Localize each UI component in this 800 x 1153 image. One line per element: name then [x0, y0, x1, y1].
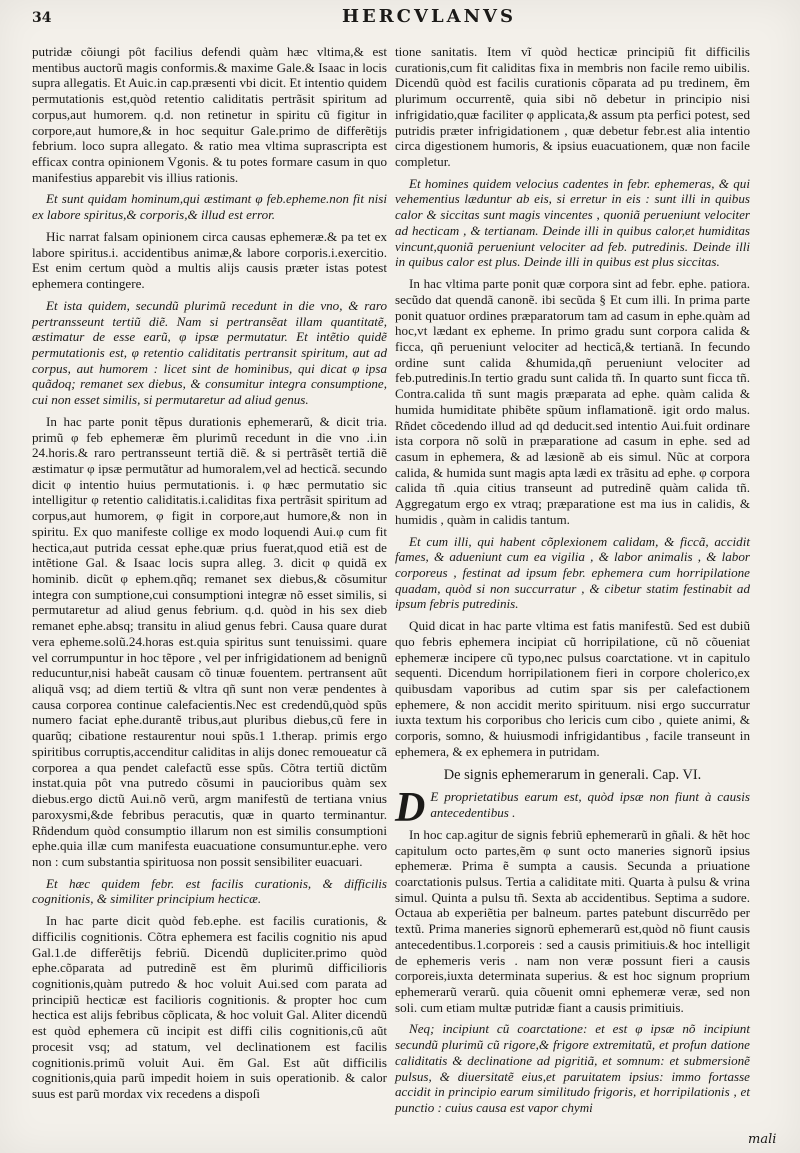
text-lemma: Et cum illi, qui habent cõplexionem calidam, & ficcã, accidit fames, & adueniunt cum ea vigilia , & labor animalis , & labor corporeus , festinat ad ipsum febr. ephemera cum horripilatione quadam, quòd si non succurratur , & cibetur statim festinabit ad ipsum febris putredinis. [395, 533, 750, 612]
paragraph: In hac parte dicit quòd feb.ephe. est facilis curationis, & difficilis cognitionis. Cõtra ephemera est facilis cognitio nis apud Gal.1.de differẽtijs febriũ. Dicendũ dupliciter.primo quòd ephe.cõparata ad putredinẽ est ẽm plurimũ difficilioris cognitionis,quàm putredo & hoc voluit Aui.sed com parata ad principiũ hecticæ est facilioris cognitionis. & propter hoc cum hectica est alijs febribus cõplicata, & hoc voluit Gal. Aliter dicendũ est quòd ephemera cũ incipit est diffi cilis cognitionis,cũ aũt procesit vsq; ad statum, vel declinationem est facilis cognitionis.primũ voluit Aui. ẽm Gal. Est aũt difficilis cognitionis,quia parũ impedit hoiem in suis operationib. & calor suus est parũ mordax vix recedens a dispoſi [32, 913, 387, 1101]
running-head [22, 4, 782, 26]
chapter-lead [395, 785, 750, 832]
text-lemma: Et homines quidem velocius cadentes in febr. ephemeras, & qui vehementius læduntur ab eis, si erretur in eis : sunt illi in quibus calor & siccitas sunt magis vincentes , quoniã perueniunt velociter ad hecticam , & tertianam. Deinde illi in quibus calor,et humiditas vincunt,quoniã perueniunt velociter ad feb. putredinis. Deinde illi in quibus calor est plus. Deinde illi in quibus est plus siccitas. [395, 175, 750, 270]
text-lemma: Et hæc quidem febr. est facilis curationis, & difficilis cognitionis, & similiter principium hecticæ. [32, 875, 387, 907]
text-lemma: Et sunt quidam hominum,qui æstimant φ feb.epheme.non fit nisi ex labore spiritus,& corporis,& illud est error. [32, 191, 387, 223]
running-title: HERCVLANVS [342, 6, 517, 27]
paragraph: In hac vltima parte ponit quæ corpora sint ad febr. ephe. patiora. secũdo dat quendã canonẽ. ibi secũda § Et cum illi. In prima parte ponit quatuor ordines præparatorum tam ad casum in ephe.quàm ad hoc,vt lædant ex epheme. In primo gradu sunt corpora calida & ficca, qñ perueniunt velociter ad hecticã,& tertianã. In fecundo ordine sunt calida &humida,qñ perueniunt velociter ad feb.putredinis.In tertio gradu sunt calida tñ. In quarto sunt ficca tñ. Contra.calida tñ sunt magis præparata ad ephe. quàm calida & humida humiditate phibẽte spũum inflamationẽ. igit ordo malus. Rñdet cõcedendo illud ad qd deducit.sed intentio Aui.fuit ordinare ista corpora nõ solũ in præparatione ad casum in ephe. sed ad casum in ephemera, & ad læsionẽ ab eis simul. Nũc at corpora calida, & humida sunt magis apta lædi ex trãsitu ad ephe. φ corpora calida tñ .quia citius transeunt ad putredinẽ quàm calida tñ. Aggregatum ergo ex vtraq; præparatione est ma ius in calidis, & humidis , quàm in calidis tantum. [395, 276, 750, 527]
right-column [395, 44, 750, 1122]
chapter-heading: De signis ephemerarum in generali. Cap. VI. [443, 766, 702, 783]
paragraph: tione sanitatis. Item vĩ quòd hecticæ principiũ fit difficilis curationis,cum fit caliditas fixa in membris non facile remo uibilis. Dicendũ quòd est facilis curationis cõparata ad pu tredinem, ẽm plurimum occurrentẽ, quia sibi nõ debetur in principio nisi infrigidatio,quæ faciliter φ applicata,& assum pta perfici potest, sed putridis præter infrigidationem , quæ debetur febr.est alia intentio circa digestionem humoris, & ipsius euacuationem, quæ non facile completur. [395, 44, 750, 170]
drop-capital: D [395, 785, 426, 832]
chapter-lead-text: E proprietatibus earum est, quòd ipsæ non fiunt à causis antecedentibus . [430, 789, 750, 821]
paragraph: In hoc cap.agitur de signis febriũ ephemerarũ in gñali. & hẽt hoc capitulum octo partes,ẽm φ sunt octo maneries signorũ ipsius ephemeræ. Prima ẽ sumpta a causis. Secunda a priuatione coarctationis pulsus. Tertia a caliditate miti. Quarta à pulsu & vrina simul. Quinta a pulsu tñ. Sexta ab accidentibus. Septima a sudore. Octaua ab experiẽtia per balneum. partes patebunt discurrẽdo per textũ. Prima maneries signorũ ephemerarũ est,quòd nõ fiunt causis antecedentibus.1.corporeis : sed a causis primitiuis.& hoc intelligit de ephemeris veris . nam non veræ possunt fieri a causis corporeis,iuxta determinata superius. & est hoc signum proprium ephemerarũ verarũ. quia cõuenit omni ephemeræ veræ, sed non soli. cum etiam multæ putridæ fiant a causis primitiuis. [395, 826, 750, 1015]
left-column [32, 44, 387, 1108]
paragraph: Quid dicat in hac parte vltima est fatis manifestũ. Sed est dubiũ quo febris ephemera incipiat cũ horripilatione, cũ nõ cõueniat ephemeræ incipere cũ typo,nec pulsus coarctatione. vt in capitulo sequenti. Dicendum horripilationem fieri in corpore cholerico,ex quibusdam vaporibus ad cutim spar sis per calefactionem ephemere, & non accidit merito spirituum. nisi ergo succurratur iuxta textum his corporibus cho lericis cum cibo , quiete animi, & corporis, somno, & huiusmodi infrigidantibus , facile transeunt in ephemera, & ex ephemera in putridam. [395, 618, 750, 759]
page-number: 34 [32, 10, 52, 26]
paragraph: putridæ cõiungi pôt facilius defendi quàm hæc vltima,& est mentibus auctorũ magis conformis.& maxime Gale.& Isaac in locis supra allegatis. Et Auic.in cap.præsenti vbi dicit. Et intentio quidem permutationis est,quòd retentio caliditatis pertrãsit spiritum ad corpus,aut humorem. q.d. non retinetur in spiritu cũ figitur in corpore,aut humore,& in hoc sequitur Gale.primo de differẽtijs febrium. loco supra allegato. & ratio mea vltima suprascripta est efficax contra opinionem Vgonis. & tu potes formare casum in quo manifestius apparebit vis illius rationis. [32, 44, 387, 185]
text-lemma: Et ista quidem, secundũ plurimũ recedunt in die vno, & raro pertransseunt tertiũ diẽ. Nam si pertransẽat illam quantitatẽ, æstimatur de esse earũ, φ ipsæ permutatur. Et intẽtio quidẽ permutationis est, φ retentio caliditatis pertransit spiritum, aut ad corpus, aut humorem : licet sint de hominibus, qui dicat φ ipsa quãdoq; remanet sex diebus, & consumitur integra consumptione, cui non esset similis, si permutaretur ad aliud genus. [32, 297, 387, 408]
text-lemma: Neq; incipiunt cũ coarctatione: et est φ ipsæ nõ incipiunt secundũ plurimũ cũ rigore,& frigore extremitatũ, et profun datione caliditatis & declinatione ad pigritiã, et somnum: et submersionẽ pulsus, & diuersitatẽ eius,et paruitatem ipsius: immo fortasse accidit in principio earum similitudo frigoris, et horripilationis , et punctio : cuius causa est vapor chymi [395, 1021, 750, 1115]
paragraph: In hac parte ponit tẽpus durationis ephemerarũ, & dicit tria. primũ φ feb ephemeræ ẽm plurimũ recedunt in die vno .i.in 24.horis.& raro pertransseunt tertiã diẽ. & si pertrãsẽt tertiã diẽ æstimatur φ ipsæ permutãtur ad humoralem,vel ad hecticã. secundo dicit φ intentio huius permutationis. i. φ hæc permutatio sic intelligitur φ retentio caliditatis.i.caliditas fixa pertrãsit spiritum ad corpus,aut humorem, φ figit in corpore,aut humore,& non in spiritu. Ex quo manifeste collige ex modo loquendi Aui.φ cum fit hectica,aut putrida cessat ephe.quæ prius fuerat,quod etiã est de intẽtione Gal. & Isaac locis supra alleg. 3. dicit φ quidã ex hominib. dicũt φ ephem.qñq; remanet sex diebus,& cõsumitur integra con sumptione,cui consumptioni integræ nõ esset similis, si permutaretur ad aliud genus febrium. q.d. quòd in his sex dieb remanet ephe.absq; transitu in aliud genus febri. Causa quare durat vera epheme.solũ.24.horas est.quia spiritus sunt tenuissimi. quare vel corrumpuntur in hoc tẽpore , vel per infrigidationem ad benignũ reducuntur,nisi habeãt causam cõ tinuæ fouentem. pertransent aũt aliquã vsq; ad diem tertiũ & vltra qñ sunt non veræ pendentes à causa corporea continue calefacientis.Nec est credendũ,quòd spũs numero faciat ephe.durantẽ tribus,aut pluribus diebus,cũ fere in quarũq; cibatione restaurentur noui spũs.1 1.therap. primis ergo spiritibus corruptis,accenditur caliditas in alijs donec remoueatur cã corporea a qua pendet calefactũ esse spũs. Cõtra tertiũ dictũm instat.quia pôt vna putredo cõsumi in paucioribus quàm sex diebus.ergo dictũ Aui.nõ verũ, argm manifestũ de tertiana vnius paroxysmi,&de febribus peracutis, quæ in quarto terminantur. Rñdendum quòd consumptio illarum non est similis consumptioni ephe.quia illæ cum manifesta euacuatione consumuntur.ephe. vero non : cum substantia spirituosa non possit sensibiliter euacuari. [32, 413, 387, 869]
catchword: mali [748, 1132, 777, 1147]
paragraph: Hic narrat falsam opinionem circa causas ephemeræ.& pa tet ex labore spiritus.i. accidentibus animæ,& labore corporis.i.exercitio. Est enim certum quòd a multis alijs causis præter istas potest ephemera contingere. [32, 228, 387, 292]
